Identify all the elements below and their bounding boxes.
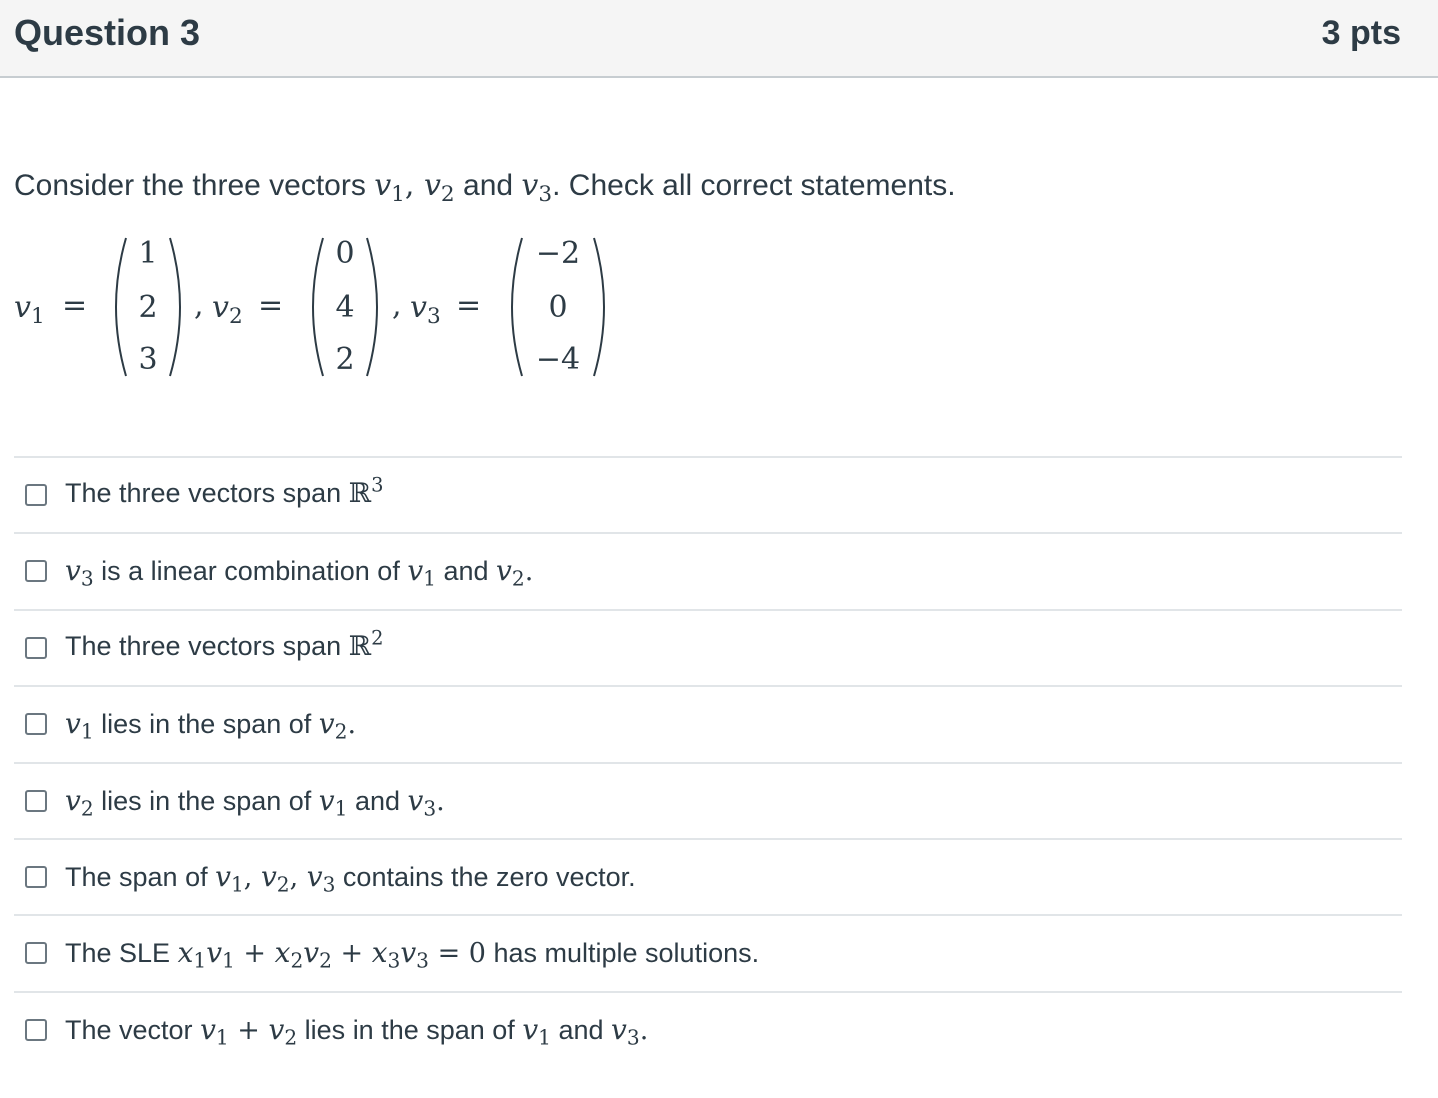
matrix-entry: 2 [335,342,355,377]
vector-v3-matrix [504,232,612,382]
answer-option-1[interactable] [14,456,1402,532]
answer-options-list [14,456,1402,1067]
answer-option-3[interactable] [14,609,1402,685]
matrix-entry: −4 [535,342,581,377]
answer-option-4[interactable] [14,685,1402,761]
matrix-entry: 0 [335,236,355,271]
answer-option-label: $v_2$ lies in the span of $v_1$ and $v_3$. [65,783,445,821]
equals-sign: = [258,288,284,323]
matrix-entry: 0 [548,290,568,325]
checkbox[interactable] [25,942,47,964]
answer-option-8[interactable] [14,991,1402,1067]
separator-comma: , [194,288,204,323]
checkbox[interactable] [25,484,47,506]
question-prompt: Consider the three vectors $v_1$, $v_2$ and $v_3$. Check all correct statements. [14,168,956,208]
vector-v2-matrix [305,232,385,382]
matrix-entry: −2 [535,236,581,271]
question-title: Question 3 [14,12,201,53]
equals-sign: = [62,288,88,323]
math-v2: $v_2$ [423,168,455,208]
separator-comma: , [392,288,402,323]
matrix-entry: 2 [138,290,158,325]
answer-option-2[interactable] [14,532,1402,608]
vector-label-v1: $v_1$ [14,290,45,330]
question-points: 3 pts [1321,14,1401,52]
answer-option-label: The three vectors span ℝ$^3$ [65,473,384,509]
question-header [0,0,1438,78]
answer-option-label: The SLE $x_1v_1 + x_2v_2 + x_3v_3 = 0$ has multiple solutions. [65,936,760,973]
answer-option-7[interactable] [14,914,1402,990]
checkbox[interactable] [25,1019,47,1041]
answer-option-label: The vector $v_1 + v_2$ lies in the span of $v_1$ and $v_3$. [65,1012,649,1050]
matrix-entry: 4 [335,290,355,325]
checkbox[interactable] [25,713,47,735]
vector-v1-matrix [108,232,188,382]
answer-option-label: The span of $v_1$, $v_2$, $v_3$ contains the zero vector. [65,859,636,897]
checkbox[interactable] [25,790,47,812]
checkbox[interactable] [25,560,47,582]
vector-label-v2: $v_2$ [212,290,243,330]
answer-option-label: The three vectors span ℝ$^2$ [65,626,384,662]
matrix-entry: 1 [138,236,158,271]
answer-option-label: $v_1$ lies in the span of $v_2$. [65,707,357,744]
math-v1: $v_1$ [374,168,405,208]
answer-option-6[interactable] [14,838,1402,914]
vector-label-v3: $v_3$ [410,290,441,330]
matrix-entry: 3 [138,342,158,377]
answer-option-5[interactable] [14,762,1402,838]
checkbox[interactable] [25,866,47,888]
answer-option-label: $v_3$ is a linear combination of $v_1$ and $v_2$. [65,554,534,592]
math-v3: $v_3$ [521,168,553,208]
checkbox[interactable] [25,637,47,659]
equals-sign: = [456,288,482,323]
